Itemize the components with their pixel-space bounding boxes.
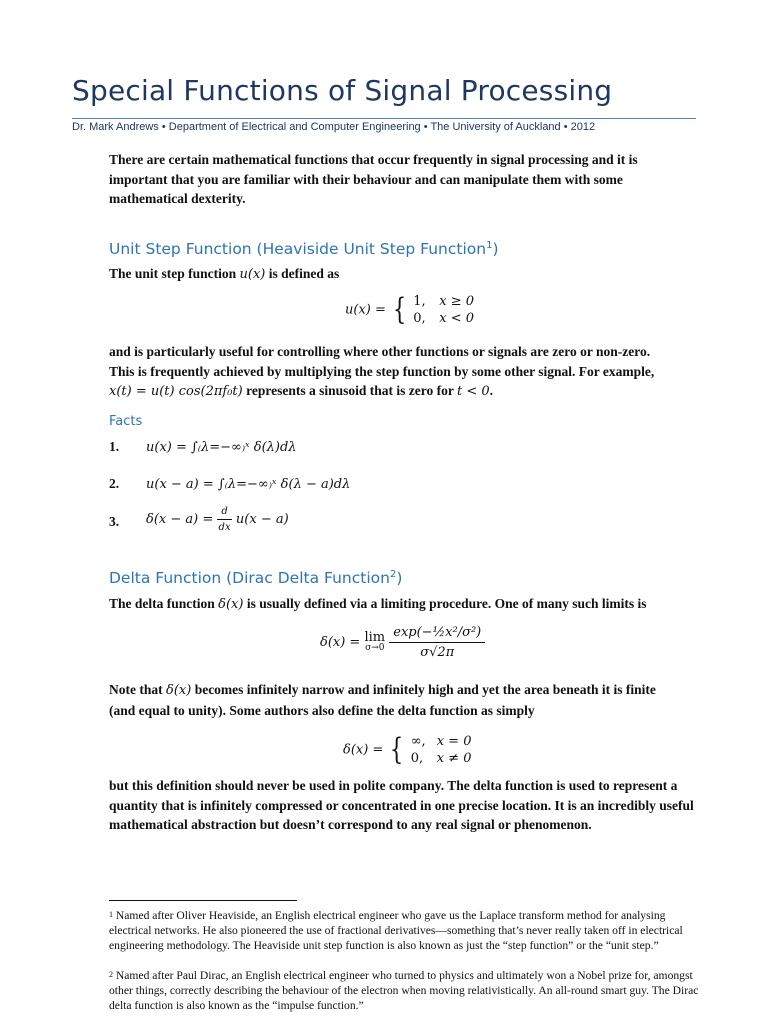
fact-3-frac-num: d	[217, 506, 231, 520]
delta-case2-value: 0,	[410, 751, 424, 766]
delta-cases-block	[411, 733, 472, 767]
fact-3-lhs: δ(x − a) =	[146, 512, 214, 527]
delta-note-paragraph	[109, 680, 699, 720]
delta-def-symbol: δ(x)	[218, 597, 244, 612]
usage-line-3-text: represents a sinusoid that is zero for	[246, 383, 454, 398]
usage-line-1: and is particularly useful for controlling where other functions or signals are zero or non-zero.	[109, 344, 651, 359]
author-byline: Dr. Mark Andrews • Department of Electrical and Computer Engineering • The University of Auckland • 2012	[72, 121, 596, 133]
delta-heading-close: )	[396, 569, 403, 588]
fact-2-number: 2.	[109, 476, 120, 491]
footnote-1-mark: 1	[109, 910, 113, 919]
fact-3-derivative	[217, 506, 231, 533]
delta-case2-condition: x ≠ 0	[436, 751, 472, 766]
delta-case1-condition: x = 0	[436, 734, 472, 749]
note-symbol: δ(x)	[166, 683, 192, 698]
fact-3-number: 3.	[109, 514, 120, 529]
footnote-ref-2[interactable]: 2	[389, 569, 397, 580]
unit-step-definition	[109, 264, 699, 285]
delta-definition	[109, 594, 699, 615]
limit-operator	[364, 629, 386, 654]
delta-eq2-lhs: δ(x) =	[343, 742, 384, 758]
delta-def-tail: is usually defined via a limiting procedure. One of many such limits is	[246, 596, 647, 611]
limit-subscript: σ→0	[365, 642, 385, 653]
eq-lhs: u(x) =	[345, 302, 386, 318]
delta-closing-paragraph: but this definition should never be used in polite company. The delta function is used to represent a quantity that is infinitely compressed or concentrated in one precise location. It is an incredibly useful mathematical abstraction but doesn’t correspond to any real signal or phenomenon.	[109, 778, 694, 832]
note-tail: becomes infinitely narrow and infinitely high and yet the area beneath it is finite	[194, 682, 656, 697]
fact-3-formula	[146, 506, 289, 533]
footnote-2-mark: 2	[109, 970, 113, 979]
delta-case1-value: ∞,	[410, 734, 426, 749]
note-lead: Note that	[109, 682, 163, 697]
fact-2-formula: u(x − a) = ∫₍λ=−∞₎ˣ δ(λ − a)dλ	[146, 477, 351, 492]
usage-period: .	[489, 383, 494, 398]
delta-cases-brace: {	[390, 732, 404, 767]
gaussian-fraction	[389, 625, 485, 660]
footnote-ref-1[interactable]: 1	[486, 240, 493, 251]
def-symbol: u(x)	[239, 267, 266, 282]
case1-value: 1,	[413, 294, 426, 309]
case1-condition: x ≥ 0	[439, 294, 475, 309]
gaussian-denominator: σ√2π	[420, 645, 455, 660]
case2-value: 0,	[413, 311, 426, 326]
intro-paragraph: There are certain mathematical functions that occur frequently in signal processing and it is important that you are familiar with their behaviour and can manipulate them with some mathematical dexterity.	[109, 152, 638, 206]
delta-limit-equation	[320, 625, 485, 660]
unit-step-equation	[345, 293, 474, 327]
page-title: Special Functions of Signal Processing	[72, 74, 613, 107]
unit-step-heading	[109, 240, 499, 258]
cases-brace: {	[392, 292, 407, 327]
unit-step-heading-text: Unit Step Function (Heaviside Unit Step Function	[109, 240, 487, 259]
title-rule	[72, 118, 696, 119]
cases-block	[413, 293, 474, 327]
note-line-2: (and equal to unity). Some authors also define the delta function as simply	[109, 702, 535, 718]
def-lead-text: The unit step function	[109, 266, 237, 281]
delta-eq1-lhs: δ(x) =	[320, 635, 361, 650]
delta-heading	[109, 569, 402, 587]
usage-line-2: This is frequently achieved by multiplying the step function by some other signal. For example,	[109, 363, 655, 379]
footnote-2	[109, 967, 709, 1014]
delta-def-lead: The delta function	[109, 596, 215, 611]
fact-3-rhs: u(x − a)	[235, 512, 289, 527]
def-tail-text: is defined as	[268, 266, 340, 281]
delta-heading-text: Delta Function (Dirac Delta Function	[109, 569, 390, 588]
usage-condition: t < 0	[456, 384, 490, 399]
footnote-1	[109, 907, 709, 954]
fact-3-frac-den: dx	[218, 522, 231, 533]
limit-text: lim	[364, 629, 386, 645]
fact-1-formula: u(x) = ∫₍λ=−∞₎ˣ δ(λ)dλ	[146, 440, 297, 455]
case2-condition: x < 0	[439, 311, 475, 326]
gaussian-numerator: exp(−½x²/σ²)	[389, 625, 485, 643]
footnote-2-text: Named after Paul Dirac, an English electrical engineer who turned to physics and ultimately won a Nobel prize for, amongst other things, correctly describing the behaviour of the electron when moving relativistically. An all-round smart guy. The Dirac delta function is also known as the “impulse function.”	[109, 969, 699, 1013]
unit-step-heading-close: )	[492, 240, 499, 259]
footnote-separator	[109, 900, 297, 901]
unit-step-usage-paragraph	[109, 342, 699, 402]
facts-heading: Facts	[109, 414, 143, 429]
usage-example-formula: x(t) = u(t) cos(2πf₀t)	[109, 384, 243, 399]
fact-1-number: 1.	[109, 439, 120, 454]
footnote-1-text: Named after Oliver Heaviside, an English electrical engineer who gave us the Laplace transform method for analysing electrical networks. He also pioneered the use of fractional derivatives—something that’s never really taken off in electrical engineering methodology. The Heaviside unit step function is also known as just the “step function” or the “unit step.”	[109, 909, 683, 953]
delta-simple-equation	[343, 733, 471, 767]
